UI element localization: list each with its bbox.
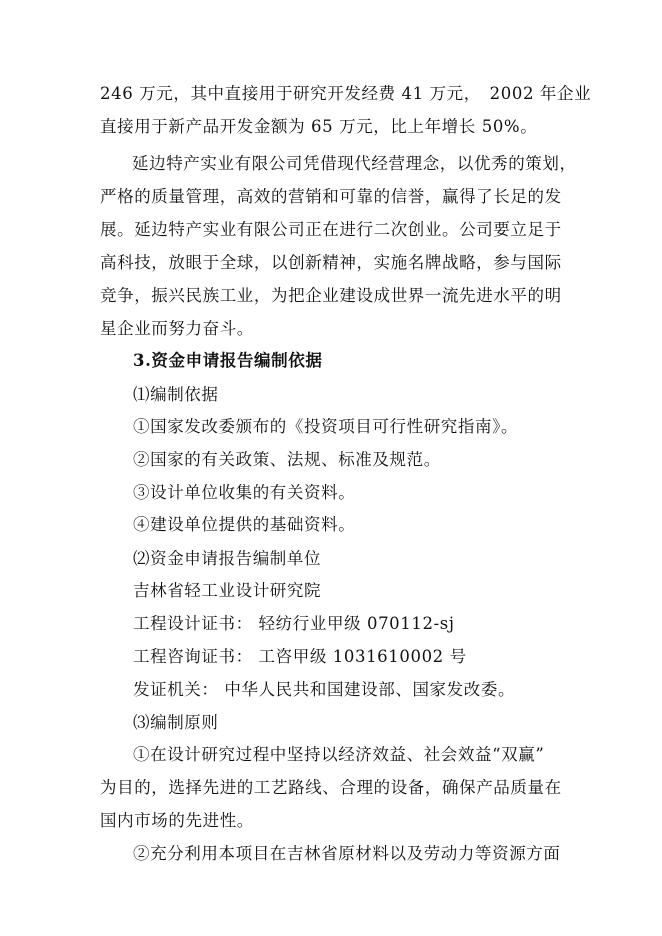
intro-line-2: 直接用于新产品开发金额为 65 万元，比上年增长 50%。 bbox=[100, 117, 538, 136]
unit-heading: ⑵资金申请报告编制单位 bbox=[133, 549, 322, 568]
company-line-3: 展。延边特产实业有限公司正在进行二次创业。公司要立足于 bbox=[100, 220, 562, 239]
basis-heading: ⑴编制依据 bbox=[133, 385, 219, 404]
company-line-2: 严格的质量管理，高效的营销和可靠的信誉，赢得了长足的发 bbox=[100, 187, 562, 206]
company-line-4: 高科技，放眼于全球，以创新精神，实施名牌战略，参与国际 bbox=[100, 253, 562, 272]
intro-line-1: 246 万元，其中直接用于研究开发经费 41 万元， 2002 年企业 bbox=[100, 84, 592, 103]
principle-1-line-2: 为目的，选择先进的工艺路线、合理的设备，确保产品质量在 bbox=[100, 778, 562, 797]
unit-name: 吉林省轻工业设计研究院 bbox=[133, 581, 322, 600]
section-heading: 3.资金申请报告编制依据 bbox=[133, 351, 323, 370]
principle-2-line-1: ②充分利用本项目在吉林省原材料以及劳动力等资源方面 bbox=[133, 844, 561, 863]
company-line-6: 星企业而努力奋斗。 bbox=[100, 319, 254, 338]
basis-item-3: ③设计单位收集的有关资料。 bbox=[133, 483, 356, 502]
consult-certificate: 工程咨询证书： 工咨甲级 1031610002 号 bbox=[133, 647, 467, 666]
principle-1-line-3: 国内市场的先进性。 bbox=[100, 811, 254, 830]
company-line-1: 延边特产实业有限公司凭借现代经营理念，以优秀的策划， bbox=[132, 154, 577, 173]
certificate-issuer: 发证机关： 中华人民共和国建设部、国家发改委。 bbox=[133, 680, 516, 699]
design-certificate: 工程设计证书： 轻纺行业甲级 070112-sj bbox=[133, 614, 455, 633]
principles-heading: ⑶编制原则 bbox=[133, 713, 219, 732]
basis-item-1: ①国家发改委颁布的《投资项目可行性研究指南》。 bbox=[133, 417, 519, 436]
basis-item-4: ④建设单位提供的基础资料。 bbox=[133, 515, 356, 534]
basis-item-2: ②国家的有关政策、法规、标准及规范。 bbox=[133, 450, 441, 469]
company-line-5: 竞争，振兴民族工业，为把企业建设成世界一流先进水平的明 bbox=[100, 286, 562, 305]
principle-1-line-1: ①在设计研究过程中坚持以经济效益、社会效益“双赢” bbox=[133, 745, 545, 764]
